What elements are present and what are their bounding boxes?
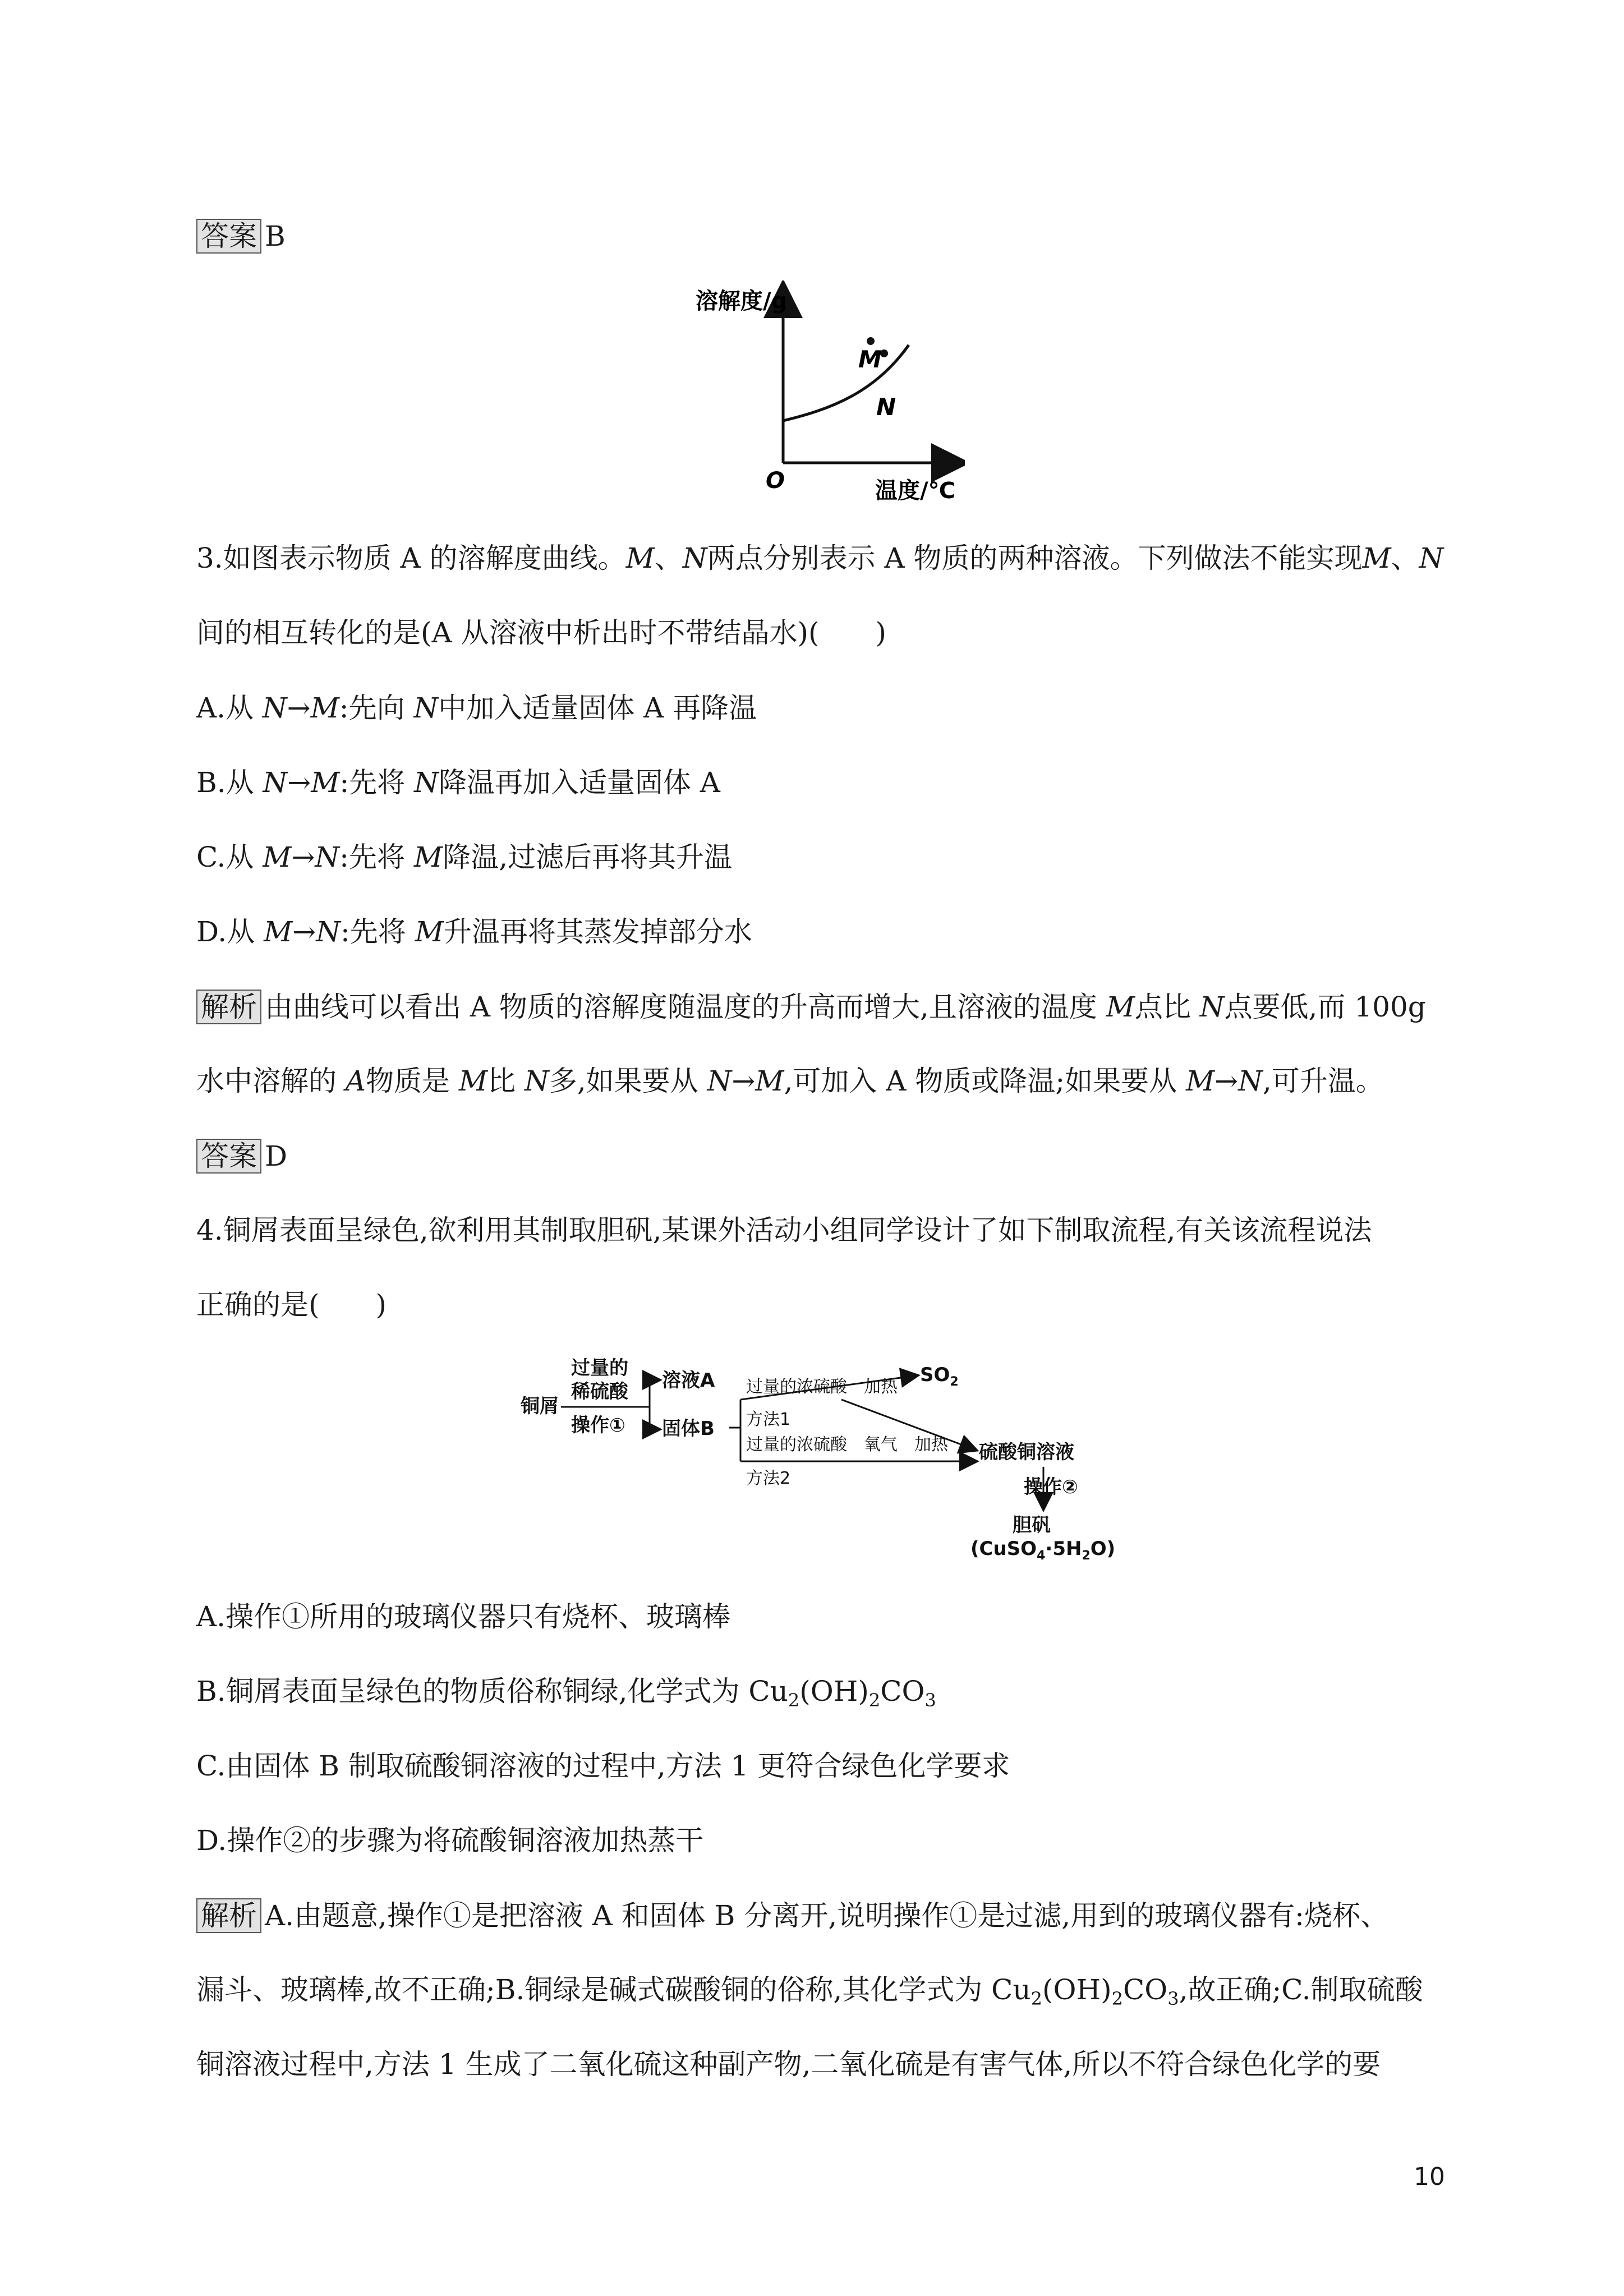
- q4-stem-line2: 正确的是( ): [196, 1289, 387, 1321]
- point-m-on-curve: [867, 337, 875, 345]
- origin-label: O: [766, 468, 785, 494]
- point-m-label: M: [858, 346, 882, 373]
- q3-stem-line1: 3.如图表示物质 A 的溶解度曲线。M、N两点分别表示 A 物质的两种溶液。下列做法不能实现M、N: [196, 542, 1444, 574]
- flow-op1: 操作①: [571, 1414, 625, 1437]
- q4-analysis-line3: 铜溶液过程中,方法 1 生成了二氧化硫这种副产物,二氧化硫是有害气体,所以不符合绿色化学的要: [196, 2048, 1381, 2081]
- q3-answer-line: [196, 1139, 287, 1174]
- flow-m1-reagent: 过量的浓硫酸 加热: [746, 1377, 898, 1397]
- x-axis-label: 温度/℃: [875, 478, 956, 504]
- flow-reagent1b: 稀硫酸: [571, 1381, 628, 1403]
- flow-op2: 操作②: [1024, 1476, 1078, 1498]
- q4-option-a[interactable]: A.操作①所用的玻璃仪器只有烧杯、玻璃棒: [196, 1600, 731, 1633]
- flow-sol-a: 溶液A: [662, 1369, 715, 1392]
- q4-stem-line1: 4.铜屑表面呈绿色,欲利用其制取胆矾,某课外活动小组同学设计了如下制取流程,有关该流程说法: [196, 1214, 1372, 1246]
- answer-tag: 答案: [196, 1139, 261, 1174]
- flow-m2: 方法2: [746, 1469, 791, 1488]
- q4-analysis-line2: 漏斗、玻璃棒,故不正确;B.铜绿是碱式碳酸铜的俗称,其化学式为 $Cu_2(OH)_2CO_3$,故正确;C.制取硫酸: [196, 1973, 1423, 2009]
- answer-value: B: [265, 220, 286, 252]
- flow-reagent1a: 过量的: [571, 1357, 628, 1379]
- answer-line: [196, 219, 286, 254]
- q3-analysis-line2: 水中溶解的 A物质是 M比 N多,如果要从 N→M,可加入 A 物质或降温;如果要从 M→N,可升温。: [196, 1065, 1384, 1097]
- q4-option-b[interactable]: B.铜屑表面呈绿色的物质俗称铜绿,化学式为 $Cu_2(OH)_2CO_3$: [196, 1675, 936, 1711]
- flow-solid-b: 固体B: [662, 1418, 715, 1440]
- analysis-tag: 解析: [196, 1898, 261, 1933]
- q4-analysis-line1: 解析 A.由题意,操作①是把溶液 A 和固体 B 分离开,说明操作①是过滤,用到的玻璃仪器有:烧杯、: [196, 1898, 1388, 1933]
- q3-stem-line2: 间的相互转化的是(A 从溶液中析出时不带结晶水)( ): [196, 616, 887, 649]
- q3-option-d[interactable]: D.从 M→N:先将 M升温再将其蒸发掉部分水: [196, 915, 752, 948]
- solubility-chart: [673, 280, 965, 505]
- answer-value: D: [265, 1140, 288, 1172]
- answer-tag: 答案: [196, 219, 261, 254]
- q4-option-d[interactable]: D.操作②的步骤为将硫酸铜溶液加热蒸干: [196, 1824, 704, 1857]
- process-flow-diagram: [505, 1346, 1178, 1582]
- q3-analysis-line1: 解析 由曲线可以看出 A 物质的溶解度随温度的升高而增大,且溶液的温度 M点比 N点要低,而 100g: [196, 990, 1426, 1024]
- flow-formula: $(CuSO_4\cdot 5H_2O)$: [970, 1538, 1116, 1563]
- q3-option-a[interactable]: A.从 N→M:先向 N中加入适量固体 A 再降温: [196, 692, 757, 724]
- page-number: 10: [1414, 2162, 1445, 2191]
- flow-m2-reagent: 过量的浓硫酸 氧气 加热: [746, 1435, 948, 1455]
- q3-option-c[interactable]: C.从 M→N:先将 M降温,过滤后再将其升温: [196, 841, 732, 873]
- analysis-tag: 解析: [196, 990, 261, 1024]
- flow-so2: $SO_2$: [920, 1364, 959, 1389]
- flow-product: 胆矾: [1013, 1514, 1051, 1536]
- q3-option-b[interactable]: B.从 N→M:先将 N降温再加入适量固体 A: [196, 766, 720, 799]
- flow-start: 铜屑: [521, 1395, 559, 1418]
- q4-option-c[interactable]: C.由固体 B 制取硫酸铜溶液的过程中,方法 1 更符合绿色化学要求: [196, 1750, 1010, 1782]
- flow-cuso4: 硫酸铜溶液: [979, 1441, 1074, 1464]
- point-n-label: N: [876, 393, 896, 421]
- y-axis-label: 溶解度/g: [696, 288, 788, 314]
- flow-m1: 方法1: [746, 1410, 791, 1429]
